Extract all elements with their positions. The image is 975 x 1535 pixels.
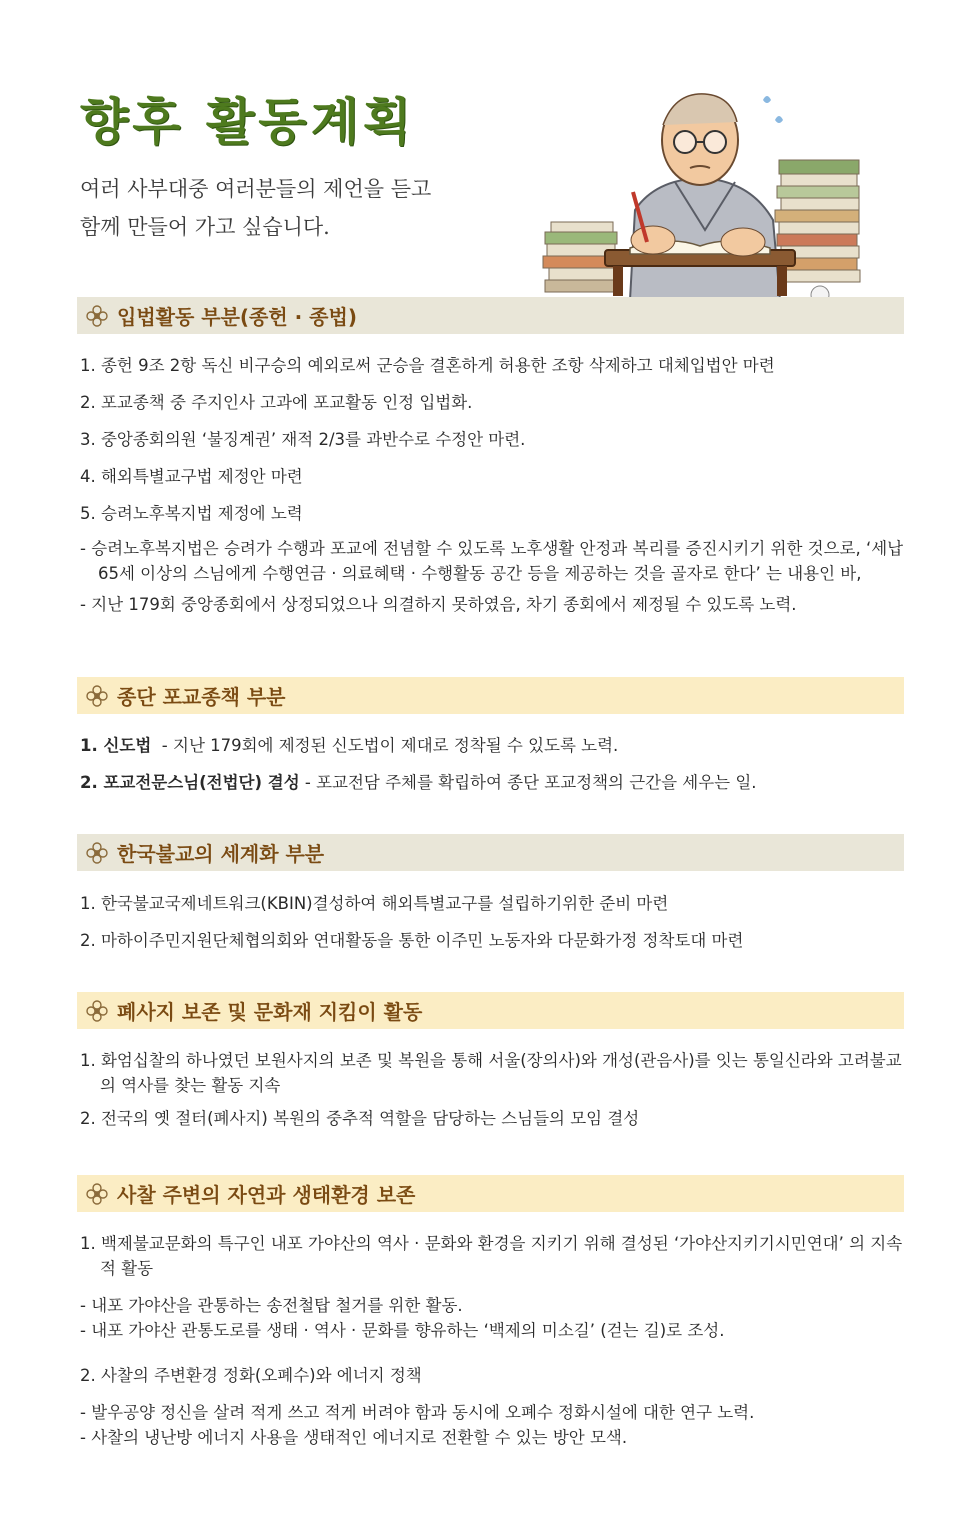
section-title: 한국불교의 세계화 부분 (117, 842, 325, 866)
note-item: - 승려노후복지법은 승려가 수행과 포교에 전념할 수 있도록 노후생활 안정과 복리를 증진시키기 위한 것으로, ‘세납 65세 이상의 스님에게 수행연금 · 의료혜택 · 수행활동 공간 등을 제공하는 것을 골자로 한다’ 는 내용인 바, (80, 539, 904, 583)
flower-icon (85, 999, 109, 1023)
section-header-heritage (77, 992, 904, 1029)
note-item: - 내포 가야산 관통도로를 생태 · 역사 · 문화를 향유하는 ‘백제의 미소길’ (걷는 길)로 조성. (80, 1321, 725, 1340)
note-item: - 발우공양 정신을 살려 적게 쓰고 적게 버려야 함과 동시에 오폐수 정화시설에 대한 연구 노력. (80, 1403, 755, 1422)
section-header-environment (77, 1175, 904, 1212)
section-title: 입법활동 부분(종헌 · 종법) (117, 305, 357, 329)
list-item (80, 772, 908, 809)
page-title: 향후 활동계획 (80, 92, 416, 151)
section-body-heritage (80, 1048, 908, 1145)
section-body-environment (80, 1231, 908, 1450)
intro-text (80, 170, 431, 246)
list-item: 1. 백제불교문화의 특구인 내포 가야산의 역사 · 문화와 환경을 지키기 위해 결성된 ‘가야산지키기시민연대’ 의 지속적 활동 (80, 1234, 903, 1278)
list-item: 2. 전국의 옛 절터(폐사지) 복원의 중추적 역할을 담당하는 스님들의 모임 결성 (80, 1109, 640, 1128)
section-header-globalization (77, 834, 904, 871)
item-label: 1. 신도법 (80, 736, 152, 755)
list-item: 5. 승려노후복지법 제정에 노력 (80, 504, 303, 523)
section-body-legislation (80, 355, 908, 617)
monk-studying-illustration (535, 70, 935, 330)
list-item (80, 735, 908, 772)
item-label: 2. 포교전문스님(전법단) 결성 (80, 773, 300, 792)
list-item: 2. 포교종책 중 주지인사 고과에 포교활동 인정 입법화. (80, 393, 473, 412)
list-item: 4. 해외특별교구법 제정안 마련 (80, 467, 303, 486)
list-item: 3. 중앙종회의원 ‘불징계권’ 재적 2/3를 과반수로 수정안 마련. (80, 430, 526, 449)
flower-icon (85, 684, 109, 708)
note-item: - 내포 가야산을 관통하는 송전철탑 철거를 위한 활동. (80, 1296, 463, 1315)
flower-icon (85, 1182, 109, 1206)
note-item: - 지난 179회 중앙종회에서 상정되었으나 의결하지 못하였음, 차기 종회에서 제정될 수 있도록 노력. (80, 595, 797, 614)
section-body-globalization (80, 893, 908, 967)
list-item: 1. 종헌 9조 2항 독신 비구승의 예외로써 군승을 결혼하게 허용한 조항 삭제하고 대체입법안 마련 (80, 356, 775, 375)
section-title: 종단 포교종책 부분 (117, 685, 286, 709)
intro-line: 여러 사부대중 여러분들의 제언을 듣고 (80, 177, 432, 201)
section-header-legislation (77, 297, 904, 334)
section-body-propagation (80, 735, 908, 809)
section-title: 사찰 주변의 자연과 생태환경 보존 (117, 1183, 416, 1207)
list-item: 2. 사찰의 주변환경 정화(오폐수)와 에너지 정책 (80, 1366, 422, 1385)
flower-icon (85, 304, 109, 328)
flower-icon (85, 841, 109, 865)
item-text: - 지난 179회에 제정된 신도법이 제대로 정착될 수 있도록 노력. (151, 736, 619, 755)
list-item: 1. 한국불교국제네트워크(KBIN)결성하여 해외특별교구를 설립하기위한 준비 마련 (80, 894, 669, 913)
note-item: - 사찰의 냉난방 에너지 사용을 생태적인 에너지로 전환할 수 있는 방안 모색. (80, 1428, 628, 1447)
section-header-propagation (77, 677, 904, 714)
intro-line: 함께 만들어 가고 싶습니다. (80, 215, 330, 239)
list-item: 2. 마하이주민지원단체협의회와 연대활동을 통한 이주민 노동자와 다문화가정 정착토대 마련 (80, 931, 744, 950)
section-title: 폐사지 보존 및 문화재 지킴이 활동 (117, 1000, 423, 1024)
item-text: - 포교전담 주체를 확립하여 종단 포교정책의 근간을 세우는 일. (299, 773, 757, 792)
list-item: 1. 화엄십찰의 하나였던 보원사지의 보존 및 복원을 통해 서울(장의사)와 개성(관음사)를 잇는 통일신라와 고려불교의 역사를 찾는 활동 지속 (80, 1051, 902, 1095)
